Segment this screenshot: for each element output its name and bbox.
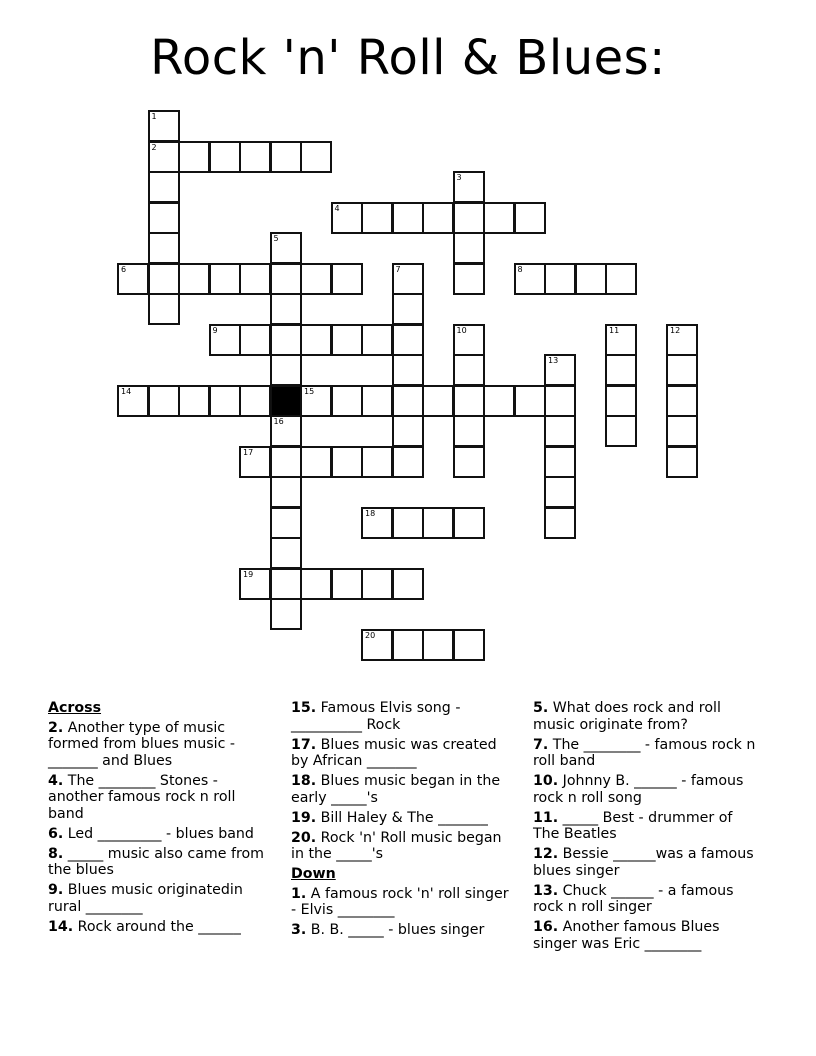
grid-cell[interactable] <box>544 507 576 539</box>
grid-cell[interactable] <box>453 171 485 203</box>
clue-text: What does rock and roll music originate from? <box>533 700 721 733</box>
clue-text: Chuck ______ - a famous rock n roll singer <box>533 882 734 915</box>
grid-cell[interactable] <box>148 263 180 295</box>
clue-number: 1. <box>291 885 307 902</box>
grid-cell[interactable] <box>483 202 515 234</box>
cell-number: 5 <box>273 234 279 243</box>
grid-cell[interactable] <box>453 629 485 661</box>
grid-cell[interactable] <box>514 202 546 234</box>
grid-cell[interactable] <box>239 446 271 478</box>
grid-cell[interactable] <box>209 141 241 173</box>
grid-cell[interactable] <box>575 263 607 295</box>
clue-number: 7. <box>533 736 549 753</box>
grid-cell[interactable] <box>453 354 485 386</box>
grid-cell[interactable] <box>361 629 393 661</box>
grid-cell[interactable] <box>453 385 485 417</box>
clue-text: Johnny B. ______ - famous rock n roll song <box>533 773 744 806</box>
grid-cell[interactable] <box>270 293 302 325</box>
grid-cell[interactable] <box>270 232 302 264</box>
clue-across-14 <box>48 919 268 936</box>
clue-text: B. B. _____ - blues singer <box>306 922 485 938</box>
grid-cell[interactable] <box>605 263 637 295</box>
down-heading: Down <box>291 866 336 882</box>
clue-text: Blues music was created by African _______ <box>291 736 497 769</box>
grid-cell[interactable] <box>178 263 210 295</box>
grid-cell[interactable] <box>544 446 576 478</box>
clue-text: Bill Haley & The _______ <box>316 809 488 826</box>
clues-column-2 <box>291 700 516 942</box>
grid-cell[interactable] <box>422 202 454 234</box>
clue-number: 8. <box>48 845 64 862</box>
grid-cell[interactable] <box>270 354 302 386</box>
grid-cell[interactable] <box>453 415 485 447</box>
clue-number: 6. <box>48 825 64 842</box>
clue-text: _____ Best - drummer of The Beatles <box>533 809 733 842</box>
cell-number: 7 <box>395 264 401 274</box>
grid-cell[interactable] <box>270 507 302 539</box>
grid-cell[interactable] <box>514 263 546 295</box>
grid-cell[interactable] <box>544 354 576 386</box>
clue-text: _____ music also came from the blues <box>48 845 264 878</box>
cell-number: 4 <box>334 203 340 213</box>
grid-cell[interactable] <box>300 385 332 417</box>
grid-cell[interactable] <box>270 476 302 508</box>
grid-cell[interactable] <box>392 629 424 661</box>
grid-cell[interactable] <box>331 263 363 295</box>
grid-cell[interactable] <box>148 110 180 142</box>
grid-cell[interactable] <box>270 598 302 630</box>
clue-number: 2. <box>48 719 64 736</box>
grid-cell[interactable] <box>392 324 424 356</box>
clue-down-1 <box>291 886 516 919</box>
grid-cell[interactable] <box>148 202 180 234</box>
clue-across-8 <box>48 846 268 879</box>
clue-text: Blues music originatedin rural ________ <box>48 882 243 915</box>
grid-cell[interactable] <box>544 263 576 295</box>
cell-number: 1 <box>151 112 157 121</box>
clue-across-9 <box>48 882 268 915</box>
grid-cell[interactable] <box>300 324 332 356</box>
clue-text: The ________ Stones - another famous rock n roll band <box>48 772 236 822</box>
clue-number: 3. <box>291 922 307 938</box>
grid-cell[interactable] <box>300 446 332 478</box>
clue-down-7 <box>533 737 763 770</box>
clue-down-11 <box>533 810 763 843</box>
grid-cell[interactable] <box>239 141 271 173</box>
grid-cell[interactable] <box>605 415 637 447</box>
clue-text: Another famous Blues singer was Eric ________ <box>533 919 720 952</box>
grid-cell[interactable] <box>148 232 180 264</box>
grid-cell[interactable] <box>361 568 393 600</box>
clue-number: 9. <box>48 882 64 898</box>
grid-cell[interactable] <box>178 141 210 173</box>
grid-cell[interactable] <box>422 629 454 661</box>
clues-column-1 <box>48 700 268 939</box>
grid-cell[interactable] <box>331 385 363 417</box>
clue-across-4 <box>48 773 268 823</box>
clue-down-5 <box>533 700 763 733</box>
grid-cell[interactable] <box>270 446 302 478</box>
clue-text: Blues music began in the early _____'s <box>291 773 501 806</box>
grid-cell[interactable] <box>514 385 546 417</box>
grid-cell[interactable] <box>239 568 271 600</box>
grid-cell[interactable] <box>270 324 302 356</box>
clue-text: Famous Elvis song - __________ Rock <box>291 700 461 733</box>
cell-number: 16 <box>273 417 284 426</box>
clue-across-15 <box>291 700 516 733</box>
clue-number: 18. <box>291 773 317 789</box>
grid-cell[interactable] <box>117 385 149 417</box>
grid-cell[interactable] <box>361 324 393 356</box>
grid-cell[interactable] <box>666 324 698 356</box>
grid-cell[interactable] <box>392 263 424 295</box>
grid-cell[interactable] <box>453 324 485 356</box>
grid-cell[interactable] <box>270 141 302 173</box>
grid-cell[interactable] <box>178 385 210 417</box>
grid-cell[interactable] <box>666 354 698 386</box>
grid-cell[interactable] <box>239 385 271 417</box>
grid-cell[interactable] <box>270 537 302 569</box>
clue-number: 10. <box>533 773 559 789</box>
cell-number: 15 <box>304 386 315 396</box>
grid-cell[interactable] <box>666 415 698 447</box>
grid-cell[interactable] <box>361 202 393 234</box>
grid-cell[interactable] <box>544 415 576 447</box>
grid-cell[interactable] <box>392 354 424 386</box>
clue-text: A famous rock 'n' roll singer - Elvis ________ <box>291 885 509 918</box>
cell-number: 17 <box>243 447 254 457</box>
grid-cell[interactable] <box>392 446 424 478</box>
clue-across-6 <box>48 826 268 843</box>
clue-text: The ________ - famous rock n roll band <box>533 736 756 769</box>
grid-cell[interactable] <box>453 202 485 234</box>
black-cell <box>270 385 302 417</box>
grid-cell[interactable] <box>392 507 424 539</box>
grid-cell[interactable] <box>361 385 393 417</box>
clue-number: 11. <box>533 809 559 826</box>
grid-cell[interactable] <box>453 263 485 295</box>
grid-cell[interactable] <box>148 385 180 417</box>
clue-down-13 <box>533 883 763 916</box>
clue-down-10 <box>533 773 763 806</box>
clue-number: 4. <box>48 772 64 789</box>
grid-cell[interactable] <box>392 202 424 234</box>
clue-number: 20. <box>291 829 317 846</box>
grid-cell[interactable] <box>239 324 271 356</box>
clue-number: 12. <box>533 846 559 862</box>
cell-number: 9 <box>212 325 218 335</box>
grid-cell[interactable] <box>148 141 180 173</box>
clue-across-17 <box>291 737 516 770</box>
clue-text: Led _________ - blues band <box>63 825 254 842</box>
grid-cell[interactable] <box>361 507 393 539</box>
cell-number: 19 <box>243 569 254 579</box>
cell-number: 12 <box>670 325 681 335</box>
cell-number: 20 <box>365 630 376 640</box>
grid-cell[interactable] <box>270 415 302 447</box>
clues-column-3 <box>533 700 763 956</box>
cell-number: 2 <box>151 142 157 152</box>
grid-cell[interactable] <box>605 385 637 417</box>
grid-cell[interactable] <box>544 476 576 508</box>
cell-number: 8 <box>517 264 523 274</box>
grid-cell[interactable] <box>300 263 332 295</box>
clue-across-18 <box>291 773 516 806</box>
grid-cell[interactable] <box>270 568 302 600</box>
clue-down-3 <box>291 922 516 939</box>
grid-cell[interactable] <box>148 293 180 325</box>
grid-cell[interactable] <box>392 293 424 325</box>
grid-cell[interactable] <box>453 507 485 539</box>
grid-cell[interactable] <box>300 141 332 173</box>
cell-number: 18 <box>365 508 376 518</box>
clue-number: 14. <box>48 918 74 935</box>
puzzle-title: Rock 'n' Roll & Blues: <box>150 30 666 86</box>
grid-cell[interactable] <box>483 385 515 417</box>
grid-cell[interactable] <box>270 263 302 295</box>
grid-cell[interactable] <box>453 446 485 478</box>
grid-cell[interactable] <box>666 446 698 478</box>
grid-cell[interactable] <box>666 385 698 417</box>
clue-number: 5. <box>533 700 549 716</box>
clue-text: Bessie ______was a famous blues singer <box>533 846 754 879</box>
grid-cell[interactable] <box>331 324 363 356</box>
clue-number: 13. <box>533 882 559 899</box>
grid-cell[interactable] <box>392 568 424 600</box>
grid-cell[interactable] <box>148 171 180 203</box>
clue-number: 17. <box>291 736 317 753</box>
cell-number: 6 <box>121 264 127 274</box>
across-heading: Across <box>48 700 102 716</box>
grid-cell[interactable] <box>209 263 241 295</box>
grid-cell[interactable] <box>392 415 424 447</box>
cell-number: 10 <box>456 325 467 335</box>
cell-number: 3 <box>456 173 462 182</box>
cell-number: 11 <box>609 325 620 335</box>
grid-cell[interactable] <box>422 385 454 417</box>
grid-cell[interactable] <box>209 385 241 417</box>
grid-cell[interactable] <box>331 568 363 600</box>
clue-down-16 <box>533 919 763 952</box>
grid-cell[interactable] <box>331 202 363 234</box>
clue-text: Another type of music formed from blues music - _______ and Blues <box>48 719 235 769</box>
grid-cell[interactable] <box>605 324 637 356</box>
clue-text: Rock 'n' Roll music began in the _____'s <box>291 829 502 862</box>
clue-down-12 <box>533 846 763 879</box>
clue-across-19 <box>291 810 516 827</box>
grid-cell[interactable] <box>331 446 363 478</box>
clue-number: 16. <box>533 919 559 935</box>
grid-cell[interactable] <box>209 324 241 356</box>
grid-cell[interactable] <box>300 568 332 600</box>
grid-cell[interactable] <box>239 263 271 295</box>
grid-cell[interactable] <box>392 385 424 417</box>
clue-number: 19. <box>291 809 317 826</box>
grid-cell[interactable] <box>117 263 149 295</box>
grid-cell[interactable] <box>544 385 576 417</box>
grid-cell[interactable] <box>453 232 485 264</box>
grid-cell[interactable] <box>422 507 454 539</box>
cell-number: 13 <box>548 356 559 365</box>
cell-number: 14 <box>121 386 132 396</box>
clue-text: Rock around the ______ <box>73 918 241 935</box>
grid-cell[interactable] <box>605 354 637 386</box>
grid-cell[interactable] <box>361 446 393 478</box>
clue-number: 15. <box>291 700 317 716</box>
clue-across-2 <box>48 720 268 770</box>
clue-across-20 <box>291 830 516 863</box>
